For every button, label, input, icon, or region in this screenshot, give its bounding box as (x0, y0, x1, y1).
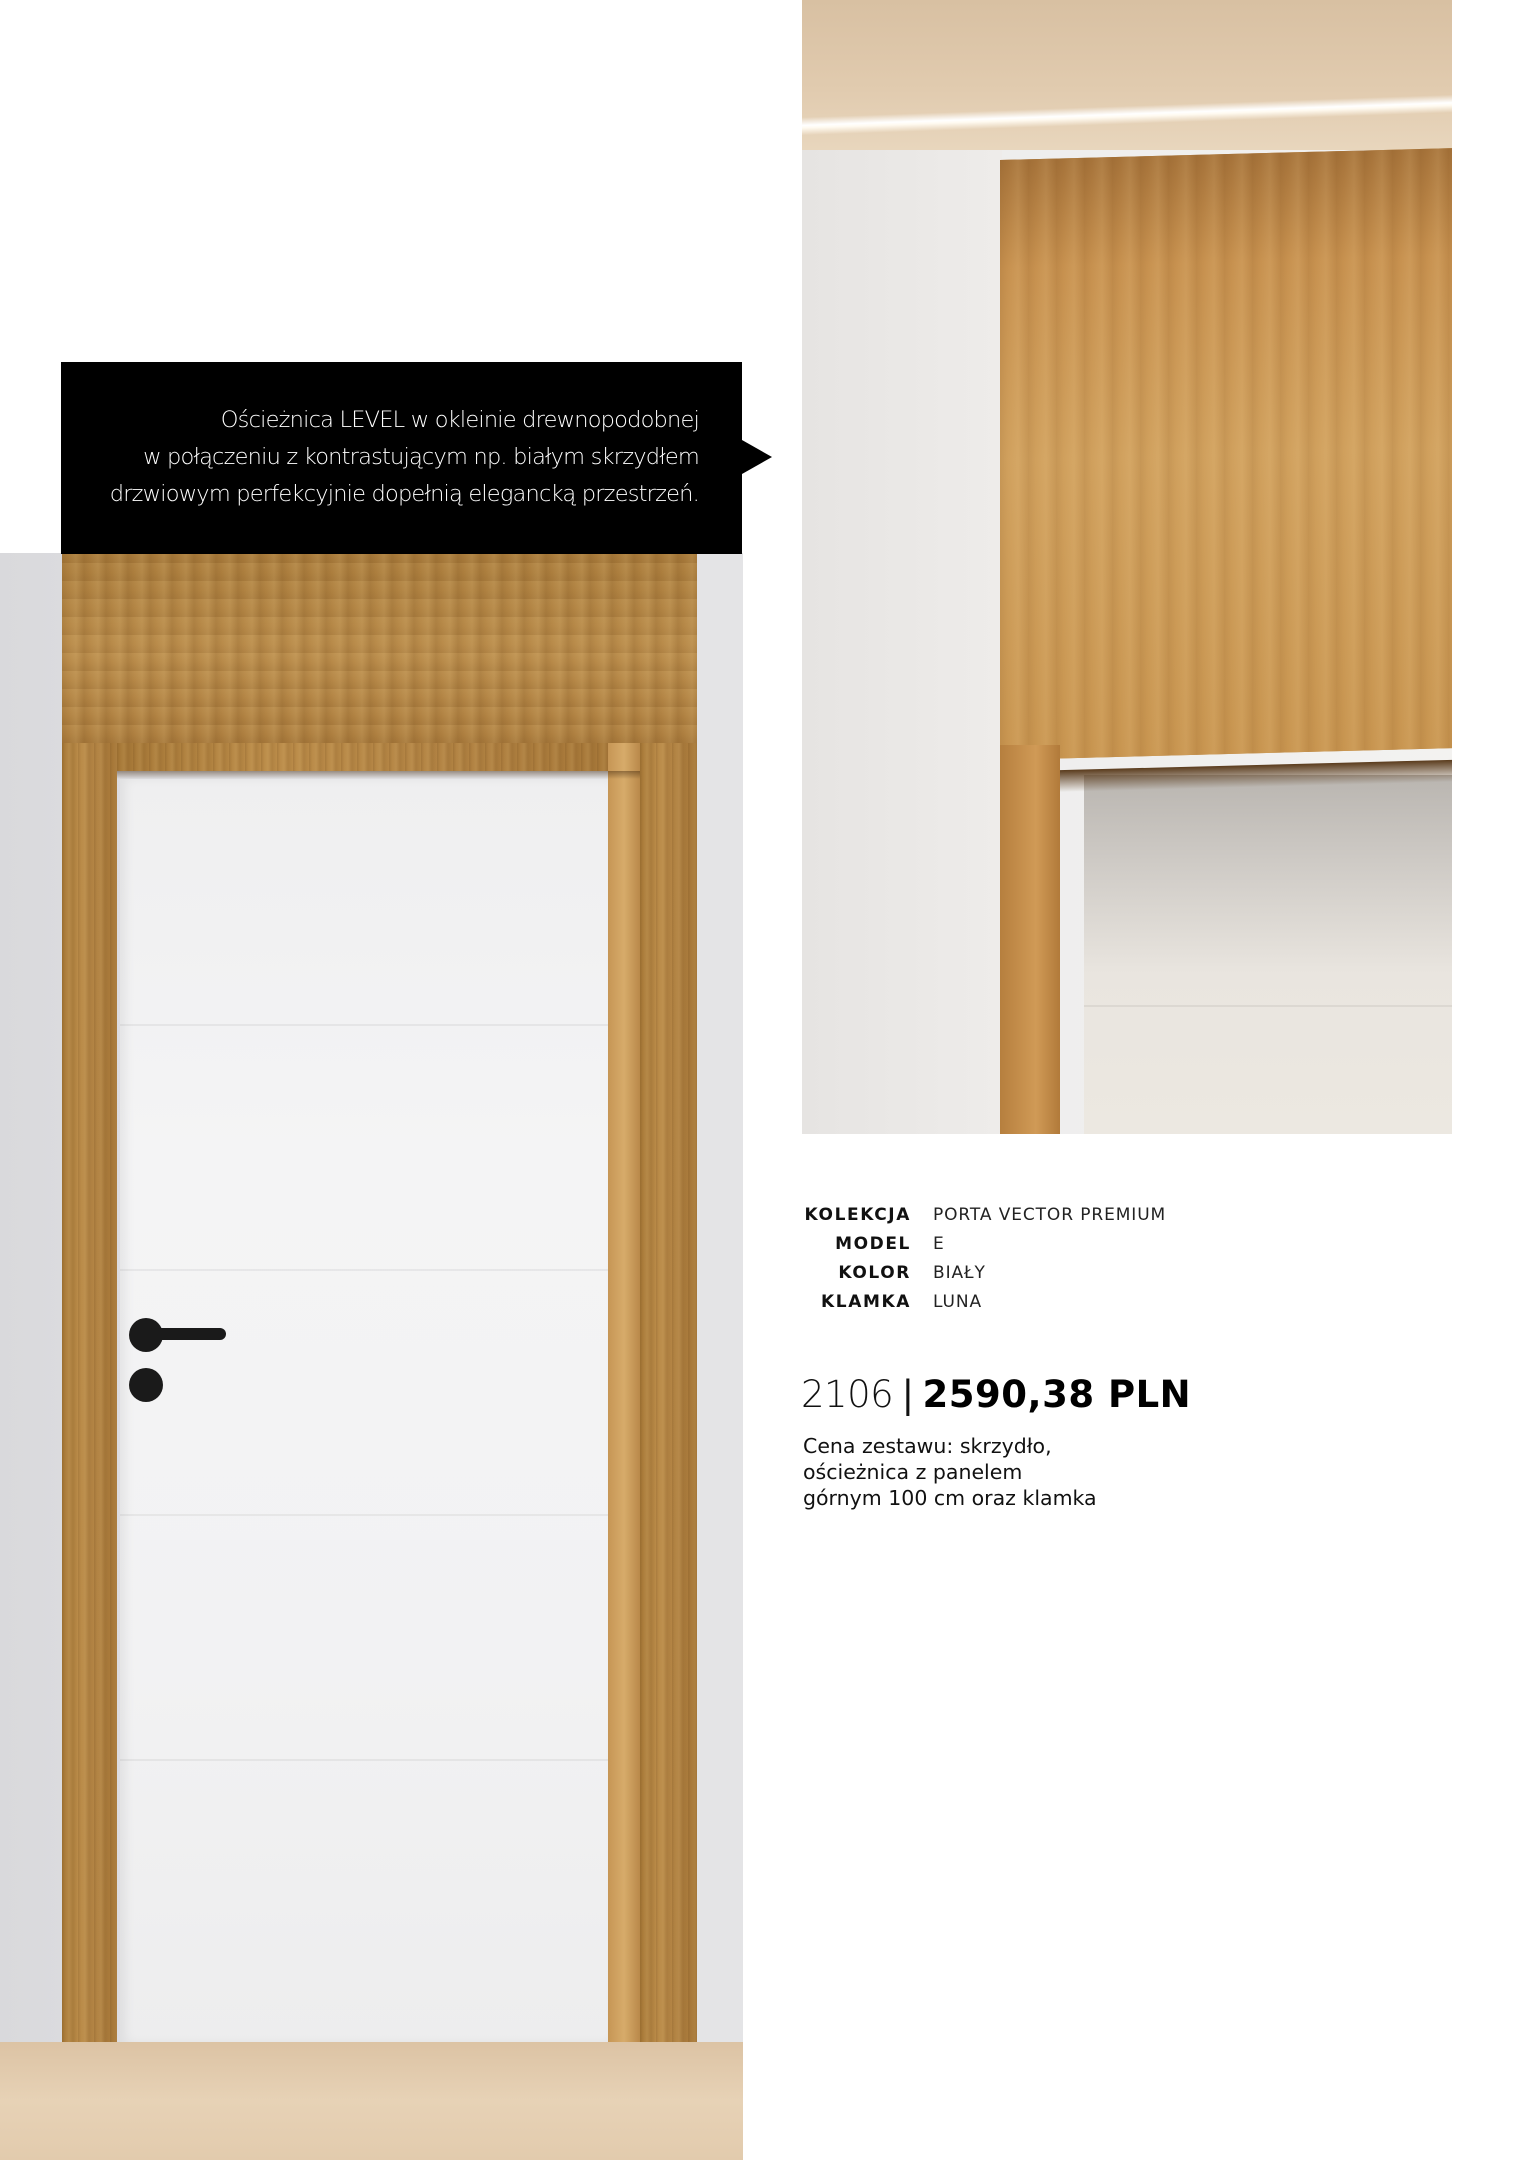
spec-value: LUNA (933, 1291, 983, 1312)
spec-value: BIAŁY (933, 1262, 986, 1283)
door-product-photo (0, 553, 743, 2160)
side-jamb (1000, 745, 1060, 1134)
left-jamb (62, 743, 117, 2043)
callout-arrow-icon (742, 440, 772, 474)
lintel-shadow (117, 771, 640, 779)
right-jamb (640, 743, 697, 2043)
callout-line: Ościeżnica LEVEL w okleinie drewnopodobnej (220, 407, 699, 433)
spec-label: MODEL (835, 1233, 911, 1254)
white-door (1084, 775, 1452, 1134)
door-groove (1084, 1005, 1452, 1007)
price-amount: 2590,38 PLN (922, 1373, 1192, 1416)
callout-line: w połączeniu z kontrastującym np. białym skrzydłem (143, 444, 699, 470)
price-note-line: górnym 100 cm oraz klamka (803, 1486, 1097, 1510)
product-code: 2106 (801, 1373, 894, 1416)
price-note-line: Cena zestawu: skrzydło, (803, 1434, 1052, 1458)
spec-label: KOLOR (838, 1262, 911, 1283)
callout-line: drzwiowym perfekcyjnie dopełnią elegancką przestrzeń. (109, 481, 699, 507)
specs-table (803, 1200, 1166, 1316)
door-groove (120, 1514, 608, 1516)
price-note-line: ościeżnica z panelem (803, 1460, 1023, 1484)
door-handle-icon (148, 1328, 226, 1340)
spec-label: KLAMKA (820, 1291, 911, 1312)
spec-label: KOLEKCJA (804, 1204, 911, 1225)
floor (0, 2042, 743, 2160)
spec-row (803, 1200, 1166, 1229)
frame-lintel (117, 743, 640, 771)
wood-wall-panel (1000, 148, 1452, 760)
price-note (803, 1433, 1133, 1511)
spec-row (803, 1258, 1166, 1287)
door-leaf (120, 779, 608, 2043)
description-callout (61, 362, 742, 554)
spec-row (803, 1287, 1166, 1316)
door-stop (608, 743, 640, 2043)
wall (802, 150, 1002, 1134)
key-rose-icon (129, 1368, 163, 1402)
price-separator: | (901, 1373, 915, 1416)
interior-photo (802, 0, 1452, 1134)
spec-value: PORTA VECTOR PREMIUM (933, 1204, 1167, 1225)
price-line (801, 1373, 1191, 1416)
spec-value: E (933, 1233, 945, 1254)
top-panel (62, 553, 697, 743)
spec-row (803, 1229, 1166, 1258)
door-groove (120, 1759, 608, 1761)
door-groove (120, 1024, 608, 1026)
door-groove (120, 1269, 608, 1271)
